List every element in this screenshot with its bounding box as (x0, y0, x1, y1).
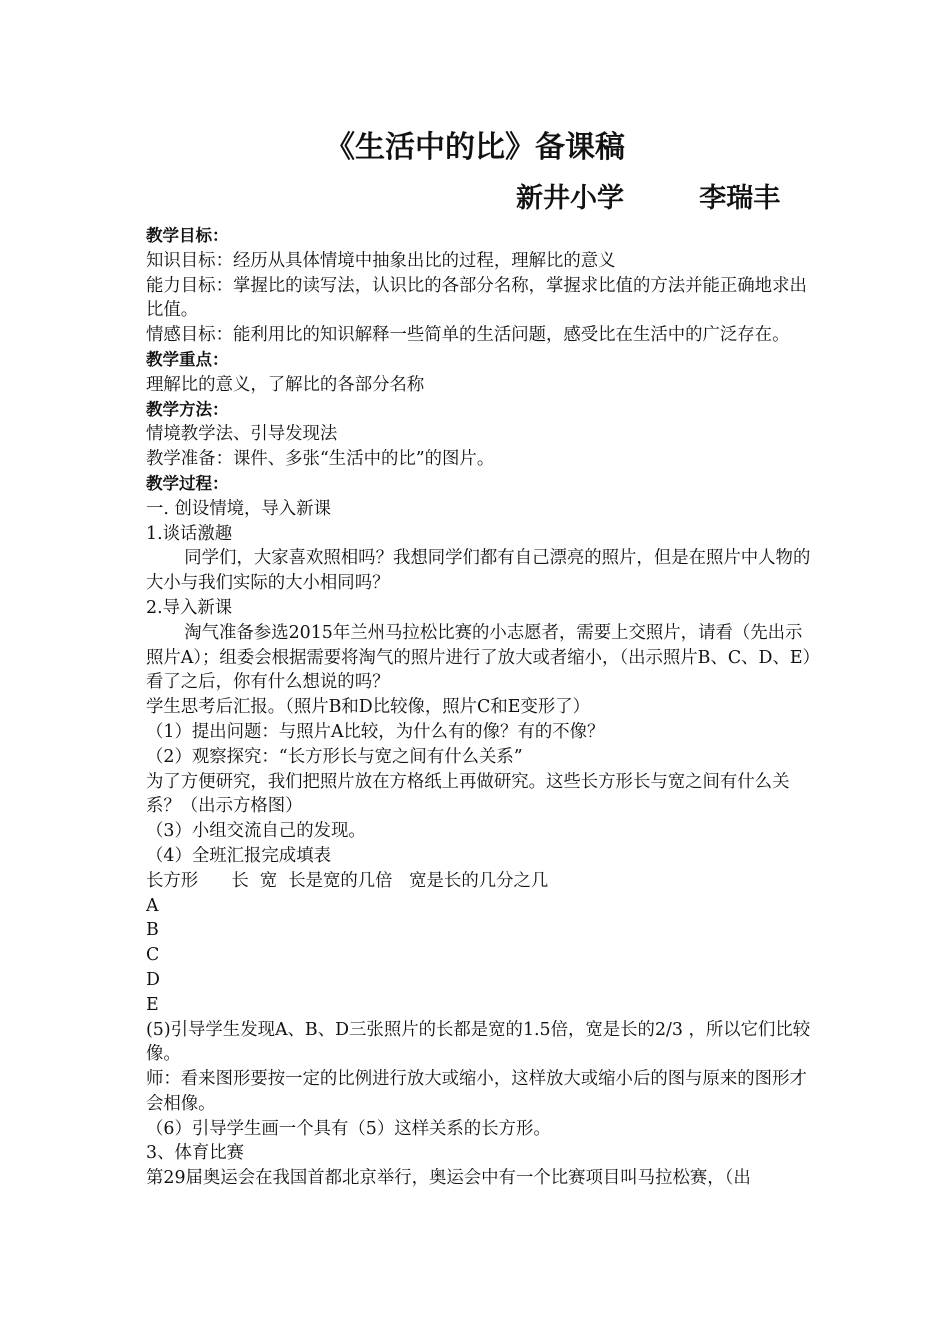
body-paragraph: 师：看来图形要按一定的比例进行放大或缩小，这样放大或缩小后的图与原来的图形才会相像。 (146, 1069, 807, 1114)
author-line: 新井小学 李瑞丰 (516, 183, 781, 214)
body-paragraph: 1.谈话激趣 (146, 523, 233, 544)
body-paragraph: A (146, 895, 159, 916)
body-paragraph: 为了方便研究，我们把照片放在方格纸上再做研究。这些长方形长与宽之间有什么关系？（出示方格图） (146, 771, 790, 817)
body-paragraph: 2.导入新课 (146, 597, 233, 618)
body-paragraph: B (146, 920, 159, 941)
body-paragraph: 淘气准备参选2015年兰州马拉松比赛的小志愿者，需要上交照片，请看（先出示照片A）；组委会根据需要将淘气的照片进行了放大或者缩小，（出示照片B、C、D、E）看了之后，你有什么想说的吗？ (146, 622, 812, 693)
body-paragraph: D (146, 969, 160, 990)
document-title: 《生活中的比》备课稿 (325, 130, 625, 165)
body-paragraph: 能力目标：掌握比的读写法，认识比的各部分名称，掌握求比值的方法并能正确地求出比值。 (146, 275, 807, 321)
body-paragraph: 学生思考后汇报。（照片B和D比较像，照片C和E变形了） (146, 697, 591, 718)
section-heading: 教学方法： (146, 399, 229, 419)
body-paragraph: （2）观察探究：“长方形长与宽之间有什么关系” (146, 746, 523, 767)
body-paragraph: （1）提出问题：与照片A比较，为什么有的像？有的不像？ (146, 721, 605, 742)
body-paragraph: 教学准备：课件、多张“生活中的比”的图片。 (146, 449, 495, 470)
body-paragraph: E (146, 994, 159, 1015)
body-paragraph: 情境教学法、引导发现法 (146, 424, 338, 445)
body-paragraph: C (146, 945, 160, 966)
document-body (146, 224, 818, 1191)
body-paragraph: （3）小组交流自己的发现。 (146, 821, 366, 842)
section-heading: 教学重点： (146, 349, 229, 369)
body-paragraph: 长方形 长 宽 长是宽的几倍 宽是长的几分之几 (146, 870, 549, 891)
body-paragraph: 第29届奥运会在我国首都北京举行，奥运会中有一个比赛项目叫马拉松赛，（出 (146, 1168, 751, 1189)
body-paragraph: 同学们，大家喜欢照相吗？我想同学们都有自己漂亮的照片，但是在照片中人物的大小与我们实际的大小相同吗？ (146, 548, 811, 594)
section-heading: 教学目标： (146, 226, 229, 245)
body-paragraph: 理解比的意义，了解比的各部分名称 (146, 374, 425, 395)
body-paragraph: (5)引导学生发现A、B、D三张照片的长都是宽的1.5倍，宽是长的2/3 ，所以它们比较像。 (146, 1019, 811, 1065)
body-paragraph: （6）引导学生画一个具有（5）这样关系的长方形。 (146, 1118, 551, 1139)
body-paragraph: （4）全班汇报完成填表 (146, 845, 331, 866)
section-heading: 教学过程： (146, 473, 229, 493)
body-paragraph: 知识目标：经历从具体情境中抽象出比的过程，理解比的意义 (146, 250, 616, 271)
body-paragraph: 情感目标：能利用比的知识解释一些简单的生活问题，感受比在生活中的广泛存在。 (146, 325, 790, 346)
body-paragraph: 一. 创设情境，导入新课 (146, 498, 331, 519)
body-paragraph: 3、体育比赛 (146, 1143, 245, 1164)
